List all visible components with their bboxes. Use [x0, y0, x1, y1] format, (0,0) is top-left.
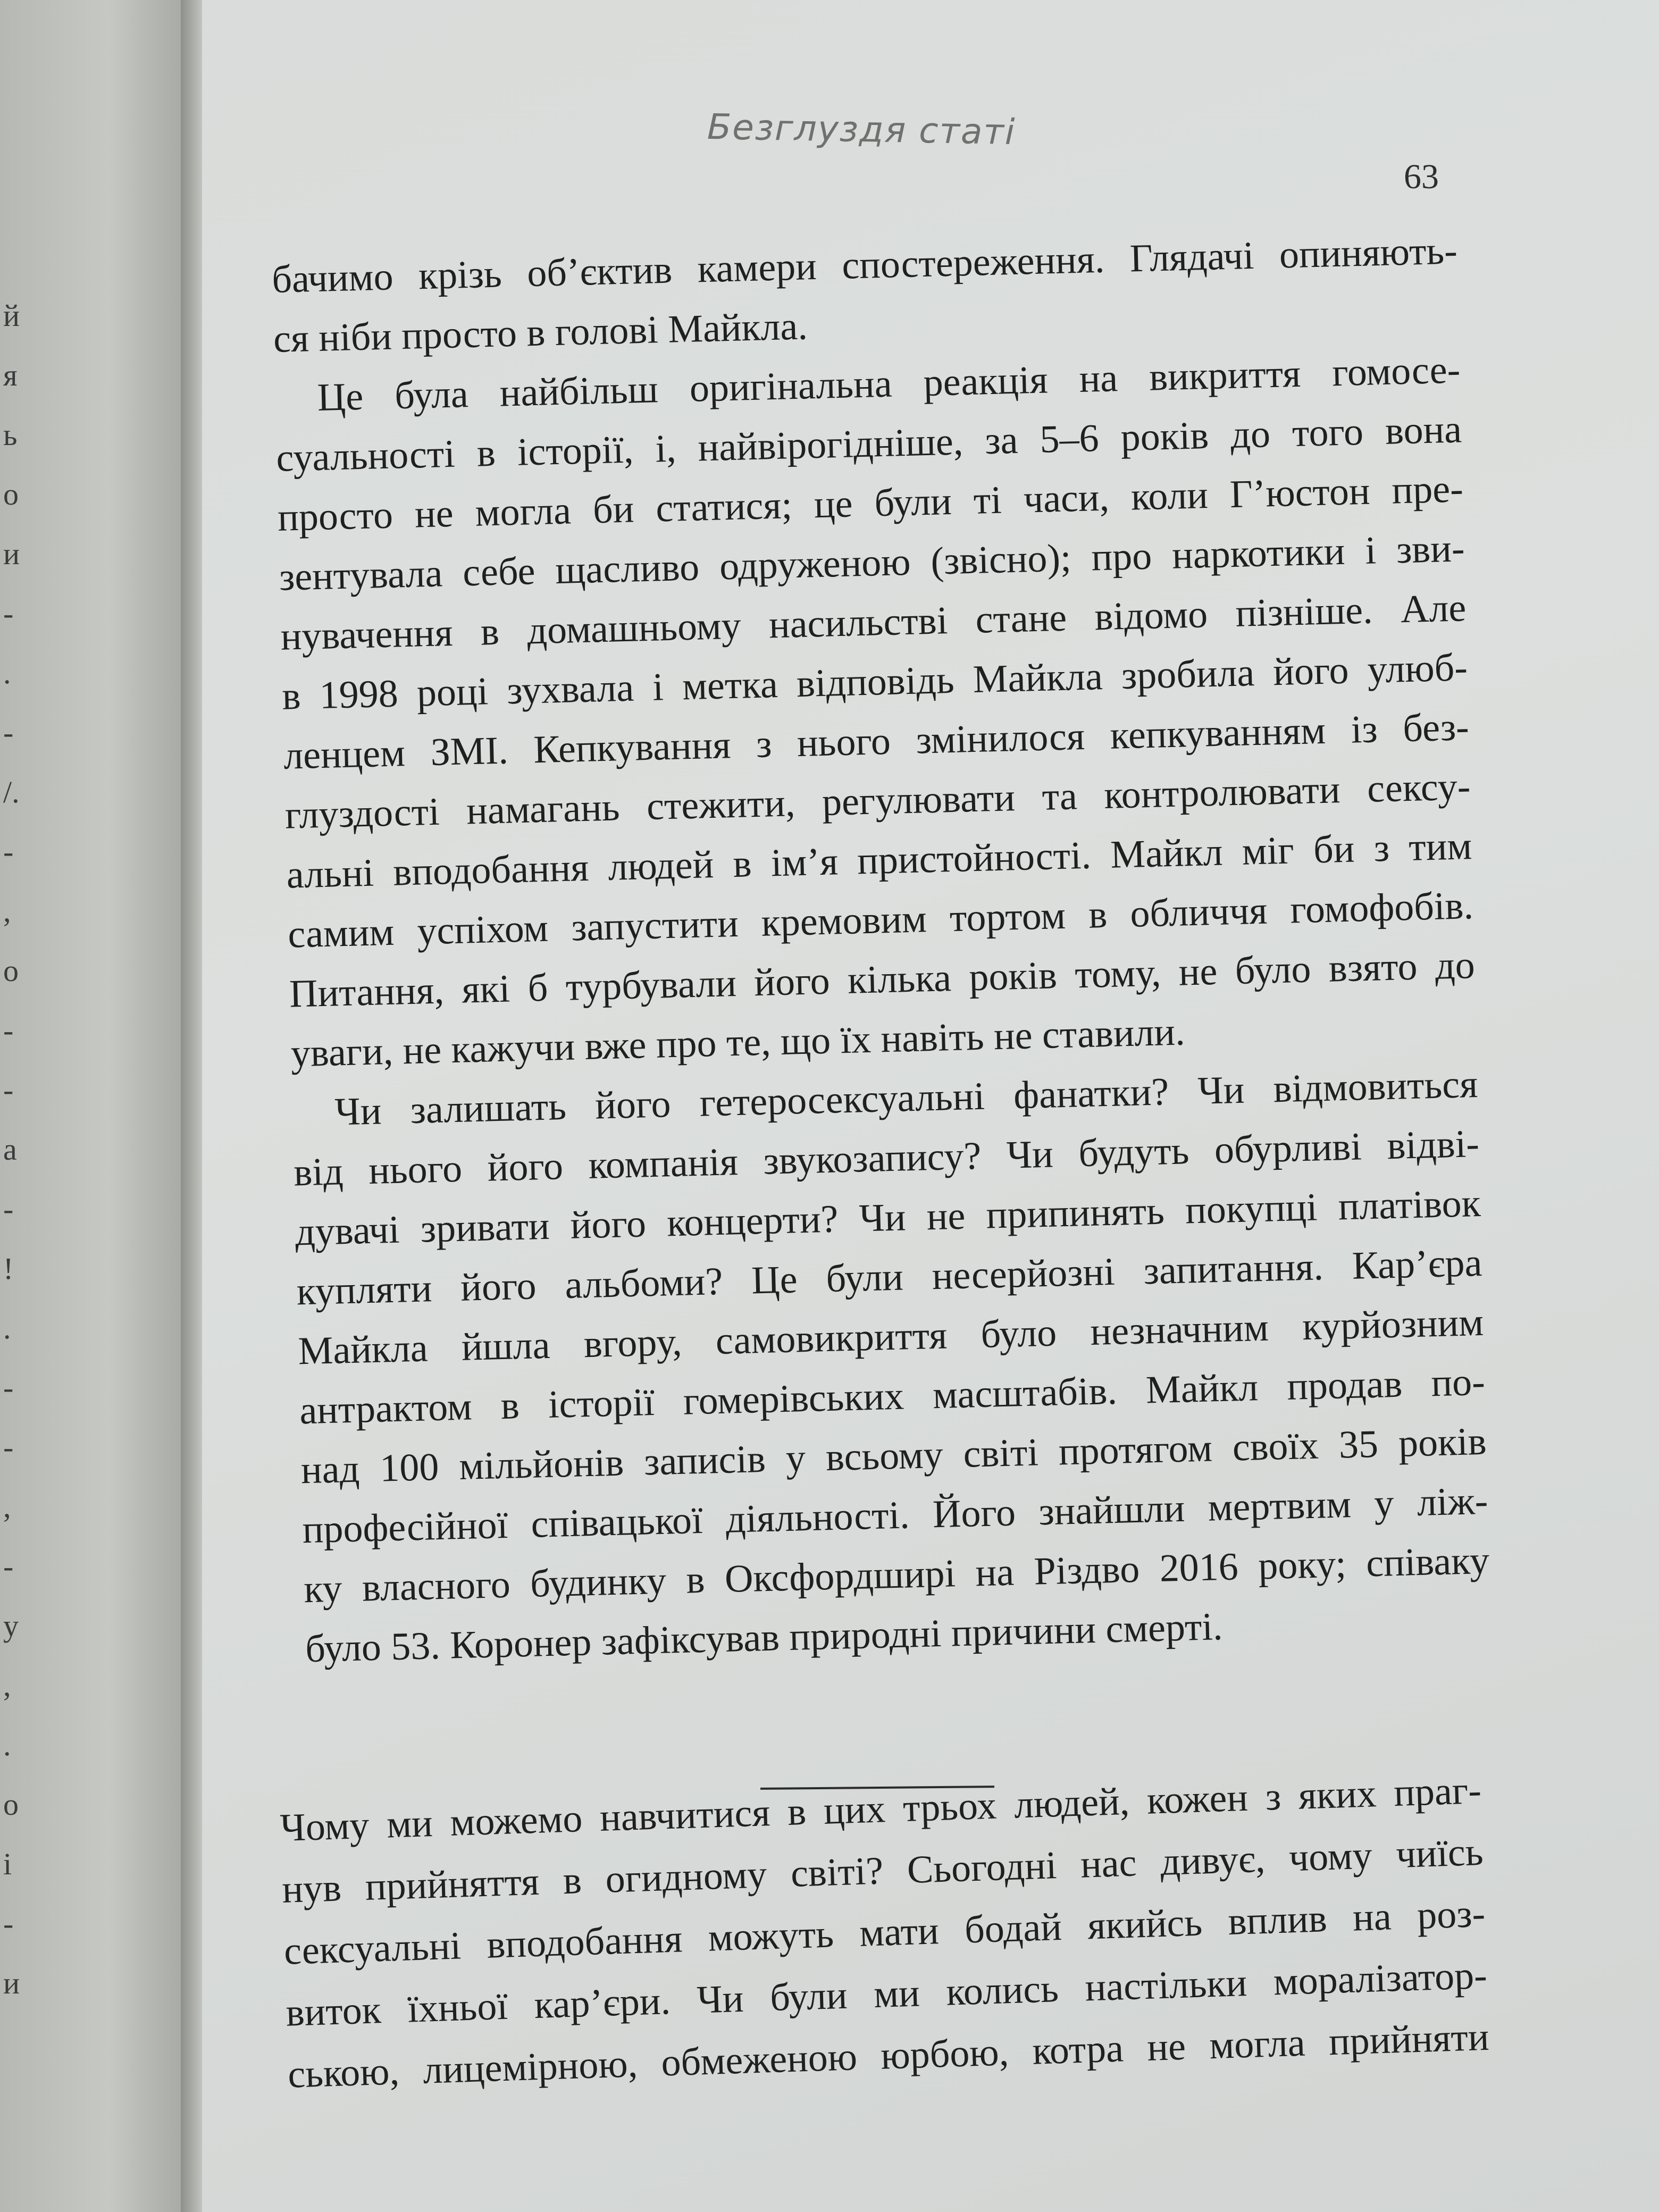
left-page-glyph: о [3, 953, 19, 988]
left-page-glyph: - [3, 1370, 14, 1405]
left-page-glyph: о [3, 1787, 19, 1822]
text-line: ською, лицемірною, обмеженою юрбою, котра не могла прийняти [287, 2015, 1490, 2097]
text-line: Чому ми можемо навчитися в цих трьох людей, кожен з яких праг- [279, 1769, 1482, 1850]
left-page-glyph: - [3, 1906, 14, 1941]
text-line: Це була найбільш оригінальна реакція на викриття гомосе- [316, 348, 1461, 420]
left-page-glyph: і [3, 1847, 12, 1881]
left-page-glyph: . [3, 1728, 11, 1762]
running-head: Безглуздя статі [707, 106, 1016, 153]
text-line: альні вподобання людей в ім’я пристойності. Майкл міг би з тим [286, 824, 1473, 897]
left-page-glyph: . [3, 1311, 11, 1345]
text-line: зентувала себе щасливо одруженою (звісно); про наркотики і зви- [279, 526, 1465, 599]
left-page-glyph: ! [3, 1251, 14, 1286]
text-line: уваги, не кажучи вже про те, що їх навіть не ставили. [290, 1010, 1186, 1076]
paragraph-4 [279, 1759, 1490, 2106]
left-page-glyph: й [3, 298, 20, 333]
left-page-glyph: - [3, 1192, 14, 1226]
text-line: самим успіхом запустити кремовим тортом в обличчя гомофобів. [287, 884, 1474, 957]
page-number: 63 [1404, 157, 1439, 196]
text-line: сексуальні вподобання можуть мати бодай якийсь вплив на роз- [283, 1891, 1486, 1973]
text-line: було 53. Коронер зафіксував природні причини смерті. [305, 1605, 1224, 1671]
text-line: виток їхньої кар’єри. Чи були ми колись настільки моралізатор- [285, 1953, 1488, 2035]
left-page-glyph: - [3, 1013, 14, 1048]
left-page-glyph: , [3, 894, 11, 928]
text-line: Майкла йшла вгору, самовикриття було незначним курйозним [297, 1300, 1484, 1373]
text-line: дувачі зривати його концерти? Чи не припинять покупці платівок [295, 1181, 1481, 1254]
text-line: від нього його компанія звукозапису? Чи будуть обурливі відві- [293, 1122, 1480, 1195]
text-line: купляти його альбоми? Це були несерйозні запитання. Кар’єра [296, 1241, 1483, 1314]
text-line: суальності в історії, і, найвірогідніше, за 5–6 років до того вона [275, 407, 1462, 480]
text-line: просто не могла би статися; це були ті часи, коли Г’юстон пре- [277, 467, 1464, 540]
left-page-edge [0, 0, 181, 2212]
left-page-glyph: - [3, 1430, 14, 1464]
text-line: над 100 мільйонів записів у всьому світі протягом своїх 35 років [300, 1419, 1487, 1493]
text-line: ся ніби просто в голові Майкла. [273, 304, 808, 361]
text-line: професійної співацької діяльності. Його знайшли мертвим у ліж- [301, 1479, 1489, 1552]
body-text [271, 221, 1492, 1679]
paragraph-2 [274, 340, 1477, 1083]
left-page-glyph: - [3, 1073, 14, 1107]
body-text-after-separator [279, 1759, 1490, 2106]
text-line: антрактом в історії гомерівських масштабів. Майкл продав по- [299, 1360, 1486, 1433]
text-line: в 1998 році зухвала і метка відповідь Майкла зробила його улюб- [281, 646, 1468, 718]
text-line: Питання, які б турбували його кілька років тому, не було взято до [289, 943, 1476, 1016]
text-line: ку власного будинку в Оксфордширі на Різдво 2016 року; співаку [303, 1538, 1490, 1612]
left-page-glyph: о [3, 477, 19, 512]
text-line: ленцем ЗМІ. Кепкування з нього змінилося кепкуванням із без- [283, 705, 1470, 778]
left-page-glyph: ь [3, 417, 18, 452]
left-page-glyph: а [3, 1132, 17, 1167]
paragraph-3 [291, 1054, 1492, 1679]
text-line: глуздості намагань стежити, регулювати та контролювати сексу- [284, 765, 1471, 837]
left-page-glyph: /. [3, 775, 20, 809]
left-page-glyph: и [3, 537, 20, 571]
left-page-glyph: - [3, 834, 14, 869]
text-line: нув прийняття в огидному світі? Сьогодні нас дивує, чому чиїсь [281, 1830, 1484, 1912]
left-page-glyph: . [3, 656, 11, 690]
left-page-glyph: - [3, 596, 14, 631]
text-line: бачимо крізь об’єктив камери спостереження. Глядачі опиняють- [271, 229, 1458, 301]
left-page-glyph: , [3, 1489, 11, 1524]
left-page-glyph: и [3, 1966, 20, 2000]
left-page-glyph: - [3, 1549, 14, 1583]
left-page-glyph: , [3, 1668, 11, 1703]
text-line: нувачення в домашньому насильстві стане відомо пізніше. Але [280, 586, 1467, 659]
left-page-glyph: я [3, 358, 18, 392]
left-page-glyph: - [3, 715, 14, 750]
left-page-glyph: у [3, 1608, 19, 1643]
text-line: Чи залишать його гетеросексуальні фанатки? Чи відмовиться [334, 1062, 1479, 1134]
